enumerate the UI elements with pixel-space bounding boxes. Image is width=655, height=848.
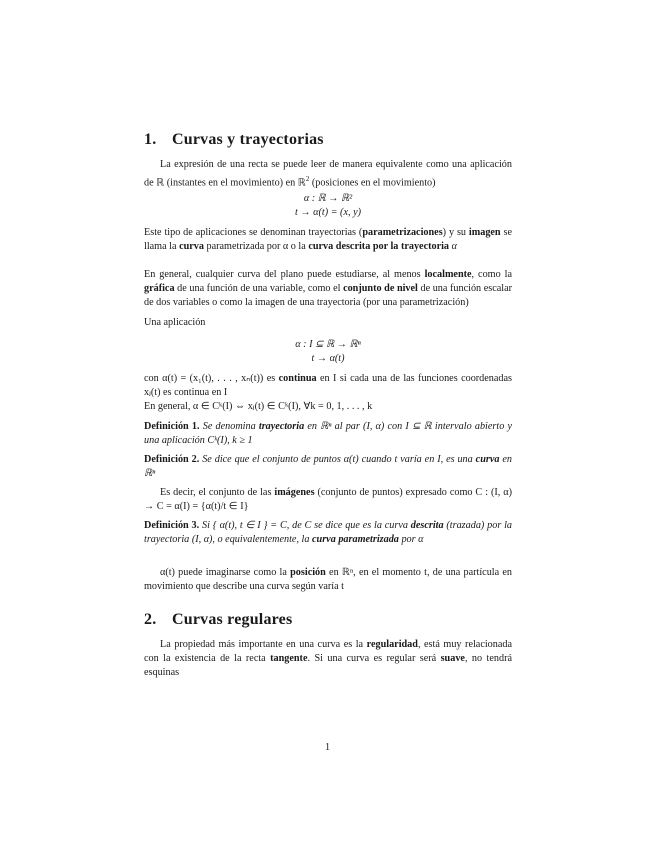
equation-line: t → α(t) = (x, y) [295,207,361,218]
paragraph-intro [144,158,512,191]
paragraph-continuity [144,372,512,400]
definition-2 [144,453,512,481]
text: de una función de una variable, como el [174,283,344,295]
page-number: 1 [324,742,331,753]
text: Se denomina [199,421,259,432]
term: posición [290,567,326,578]
term: trayectoria [258,421,305,432]
text: con α(t) = (x₁(t), . . . , xₙ(t)) es [144,373,279,384]
text: parametrizada por α o la [203,241,309,253]
term: regularidad [366,639,418,650]
paragraph-class-ck: En general, α ∈ Cᵏ(I) ⇔ xⱼ(t) ∈ Cᵏ(I), ∀k = 0, 1, . . . , k [144,401,373,412]
term: curva descrita por la trayectoria [308,241,450,253]
text: En general, cualquier curva del plano puede estudiarse, al menos [144,269,425,280]
section-number: 1. [144,131,157,148]
text: en I si cada una de las funciones coordenadas xⱼ(t) es continua en I [144,373,512,399]
equation-line: α : I ⊆ ℝ → ℝⁿ [295,339,361,350]
text: Es decir, el conjunto de las [160,487,275,498]
text: (trazada) por la trayectoria (I, α), o equivalentemente, la [144,520,513,546]
text: , como la [471,269,512,280]
section-heading-2 [144,611,292,629]
term: curva [179,241,204,253]
text: α [449,241,457,253]
superscript: 2 [305,175,310,184]
text: La propiedad más importante en una curva es la [160,639,367,650]
term: suave [440,653,465,665]
text: ) y su [442,227,469,238]
term: imagen [468,227,501,238]
definition-1 [144,420,512,448]
text: , no tendrá esquinas [144,653,512,679]
paragraph-parametrizations [144,226,512,254]
equation-line: t → α(t) [311,353,345,364]
paragraph-local [144,268,512,311]
text: α(t) puede imaginarse como la [160,567,291,578]
text: por α [398,534,424,546]
equation-1 [144,192,512,220]
term: continua [278,373,317,384]
text: se llama la [144,227,512,253]
section-title: Curvas regulares [172,611,293,628]
paragraph-regularity [144,638,512,681]
equation-2 [144,338,512,366]
section-title: Curvas y trayectorias [172,131,324,148]
definition-label: Definición 2. [144,454,200,465]
text: en ℝⁿ al par (I, α) con I ⊆ ℝ intervalo abierto y una aplicación Cᵏ(I), k ≥ 1 [144,421,513,447]
term: localmente [424,269,472,280]
definition-label: Definición 1. [144,421,200,432]
section-number: 2. [144,611,157,628]
term: parametrizaciones [362,227,443,238]
paragraph-images [144,486,512,514]
term: conjunto de nivel [343,283,418,295]
text: , está muy relacionada con la existencia de la recta [144,639,512,665]
term: curva parametrizada [312,534,399,546]
term: gráfica [144,283,175,295]
section-heading-1 [144,131,324,149]
term: curva [475,454,500,465]
definition-label: Definición 3. [144,520,200,531]
paragraph-application: Una aplicación [144,317,206,328]
term: imágenes [274,487,315,498]
text: en ℝⁿ [144,454,512,480]
paragraph-position [144,566,512,594]
text: La expresión de una recta se puede leer de manera equivalente como una aplicación de ℝ (instantes en el movimiento) en ℝ [144,159,512,189]
text: (conjunto de puntos) expresado como C : (I, α) → C = α(I) = {α(t)/t ∈ I} [144,487,512,513]
text: Si { α(t), t ∈ I } = C, de C se dice que es la curva [199,520,411,531]
term: tangente [270,653,308,665]
text: Este tipo de aplicaciones se denominan trayectorias ( [144,227,363,238]
definition-3 [144,519,512,547]
equation-line: α : ℝ → ℝ² [303,193,353,204]
text: de una función escalar de dos variables o como la imagen de una trayectoria (por una parametrización) [144,283,513,309]
term: descrita [410,520,444,531]
text: en ℝⁿ, en el momento t, de una partícula en movimiento que describe una curva según varía t [144,567,512,593]
text: . Si una curva es regular será [307,653,441,665]
text: (posiciones en el movimiento) [309,177,436,189]
text: Se dice que el conjunto de puntos α(t) cuando t varía en I, es una [199,454,476,465]
